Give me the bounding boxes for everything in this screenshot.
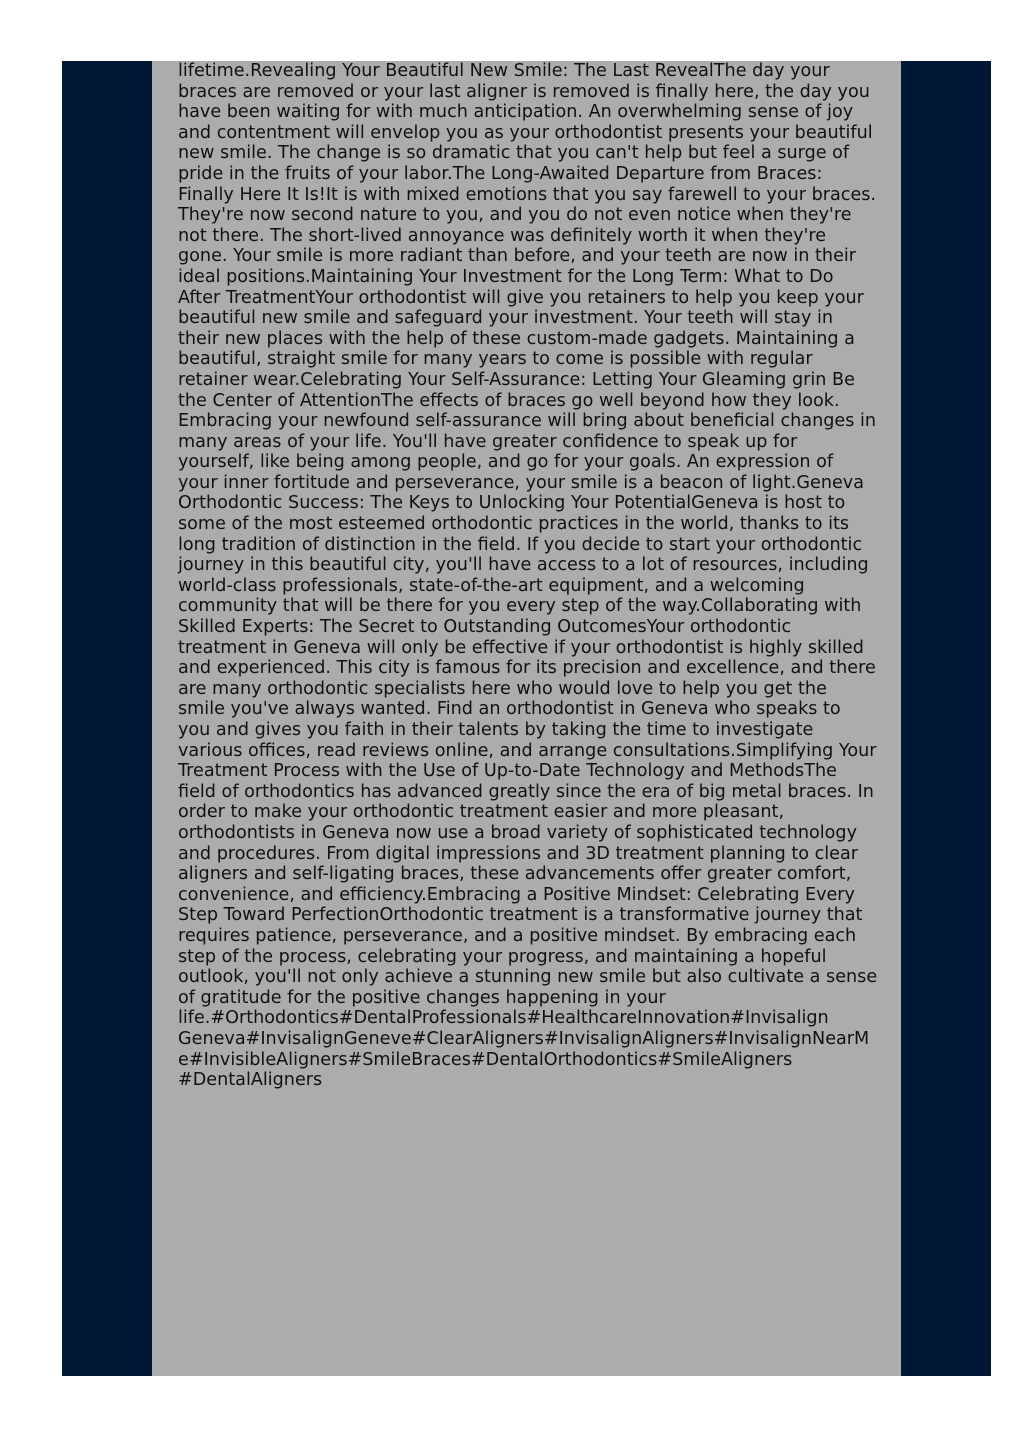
text-panel	[152, 61, 901, 1376]
page-frame	[62, 61, 991, 1376]
hashtag-line: life.#Orthodontics#DentalProfessionals#HealthcareInnovation#Invisalign Geneva#InvisalignGeneve#ClearAligners#InvisalignAligners#InvisalignNearMe#InvisibleAligners#SmileBraces#DentalOrthodontics#SmileAligners #DentalAligners	[178, 1008, 870, 1091]
article-body-text: lifetime.Revealing Your Beautiful New Smile: The Last RevealThe day your braces are removed or your last aligner is removed is finally here, the day you have been waiting for with much anticipation. An overwhelming sense of joy and contentment will envelop you as your orthodontist presents your beautiful new smile. The change is so dramatic that you can't help but feel a surge of pride in the fruits of your labor.The Long-Awaited Departure from Braces: Finally Here It Is!It is with mixed emotions that you say farewell to your braces. They're now second nature to you, and you do not even notice when they're not there. The short-lived annoyance was definitely worth it when they're gone. Your smile is more radiant than before, and your teeth are now in their ideal positions.Maintaining Your Investment for the Long Term: What to Do After TreatmentYour orthodontist will give you retainers to help you keep your beautiful new smile and safeguard your investment. Your teeth will stay in their new places with the help of these custom-made gadgets. Maintaining a beautiful, straight smile for many years to come is possible with regular retainer wear.Celebrating Your Self-Assurance: Letting Your Gleaming grin Be the Center of AttentionThe effects of braces go well beyond how they look. Embracing your newfound self-assurance will bring about beneficial changes in many areas of your life. You'll have greater confidence to speak up for yourself, like being among people, and go for your goals. An expression of your inner fortitude and perseverance, your smile is a beacon of light.Geneva Orthodontic Success: The Keys to Unlocking Your PotentialGeneva is host to some of the most esteemed orthodontic practices in the world, thanks to its long tradition of distinction in the field. If you decide to start your orthodontic journey in this beautiful city, you'll have access to a lot of resources, including world-class professionals, state-of-the-art equipment, and a welcoming community that will be there for you every step of the way.Collaborating with Skilled Experts: The Secret to Outstanding OutcomesYour orthodontic treatment in Geneva will only be effective if your orthodontist is highly skilled and experienced. This city is famous for its precision and excellence, and there are many orthodontic specialists here who would love to help you get the smile you've always wanted. Find an orthodontist in Geneva who speaks to you and gives you faith in their talents by taking the time to investigate various offices, read reviews online, and arrange consultations.Simplifying Your Treatment Process with the Use of Up-to-Date Technology and MethodsThe field of orthodontics has advanced greatly since the era of big metal braces. In order to make your orthodontic treatment easier and more pleasant, orthodontists in Geneva now use a broad variety of sophisticated technology and procedures. From digital impressions and 3D treatment planning to clear aligners and self-ligating braces, these advancements offer greater comfort, convenience, and efficiency.Embracing a Positive Mindset: Celebrating Every Step Toward PerfectionOrthodontic treatment is a transformative journey that requires patience, perseverance, and a positive mindset. By embracing each step of the process, celebrating your progress, and maintaining a hopeful outlook, you'll not only achieve a stunning new smile but also cultivate a sense of gratitude for the positive changes happening in your	[178, 61, 878, 1008]
article-content	[178, 61, 878, 1091]
